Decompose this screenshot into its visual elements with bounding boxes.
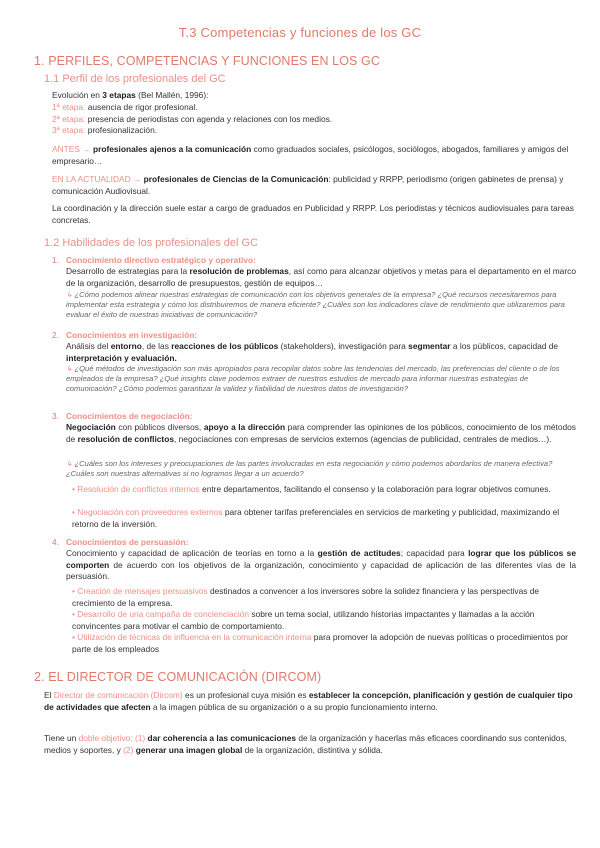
dircom-objectives: Tiene un doble objetivo: (1) dar coherencia a las comunicaciones de la organización y hacerlas más eficaces coordinando sus contenidos, medios y soportes, y (2) generar una imagen global de la organización, distintiva y sólida. <box>44 733 567 755</box>
evolution-intro: Evolución en 3 etapas (Bel Mallén, 1996): <box>52 90 209 100</box>
item-1-questions: ↳ ¿Cómo podemos alinear nuestras estrategias de comunicación con los objetivos generales de la empresa? ¿Qué recursos necesitaremos para implementar esta estrategia y cómo los distribuiremos de manera eficiente? ¿Cuáles son los indicadores clave de rendimiento que utilizaremos para evaluar el éxito de nuestras iniciativas de comunicación? <box>66 290 565 320</box>
dircom-definition: El Director de comunicación (Dircom) es un profesional cuya misión es establecer la concepción, planificación y gestión de cualquier tipo de actividades que afecten a la imagen pública de su organización o a su propio funcionamiento interno. <box>44 690 573 712</box>
item-3-number: 3. <box>52 411 59 421</box>
item-3-bullet-2: • Negociación con proveedores externos para obtener tarifas preferenciales en servicios de marketing y publicidad, maximizando el retorno de la inversión. <box>72 507 560 529</box>
item-1-title: Conocimiento directivo estratégico y operativo: <box>66 255 256 265</box>
stage-2: 2ª etapa: presencia de periodistas con agenda y relaciones con los medios. <box>52 114 333 124</box>
item-3-questions: ↳ ¿Cuáles son los intereses y preocupaciones de las partes involucradas en esta negociación y cómo podemos abordarlos de manera efectiva? ¿Cuáles son nuestras alternativas si no logramos llegar a un acuerdo? <box>66 459 553 479</box>
section-1-1-heading: 1.1 Perfil de los profesionales del GC <box>44 73 226 85</box>
item-1-text: Desarrollo de estrategias para la resolución de problemas, así como para alcanzar objetivos y metas para el departamento en el marco de la organización, desarrollo de presupuestos, gestión de equipos… <box>66 266 576 288</box>
item-3-title: Conocimientos de negociación: <box>66 411 193 421</box>
page-title: T.3 Competencias y funciones de los GC <box>178 25 422 40</box>
item-4-bullet-1: • Creación de mensajes persuasivos destinados a convencer a los inversores sobre la solidez financiera y las perspectivas de crecimiento de la empresa. <box>72 586 540 608</box>
section-2-heading: 2. EL DIRECTOR DE COMUNICACIÓN (DIRCOM) <box>34 670 322 684</box>
item-3-bullet-1: • Resolución de conflictos internos entre departamentos, facilitando el consenso y la colaboración para lograr objetivos comunes. <box>72 484 551 494</box>
section-1-2-heading: 1.2 Habilidades de los profesionales del GC <box>44 237 259 249</box>
item-4-text: Conocimiento y capacidad de aplicación de teorías en torno a la gestión de actitudes; capacidad para lograr que los públicos se comporten de acuerdo con los objetivos de la organización, conocimiento y capacidad de aplicación de las diferentes vías de la persuasión. <box>66 548 576 582</box>
stage-1: 1ª etapa: ausencia de rigor profesional. <box>52 102 198 112</box>
item-2-text: Análisis del entorno, de las reacciones de los públicos (stakeholders), investigación para segmentar a los públicos, capacidad de interpretación y evaluación. <box>66 341 559 363</box>
item-4-bullet-3: • Utilización de técnicas de influencia en la comunicación interna para promover la adopción de nuevas políticas o procedimientos por parte de los empleados <box>72 632 568 654</box>
actual-paragraph: EN LA ACTUALIDAD → profesionales de Ciencias de la Comunicación: publicidad y RRPP, periodismo (origen gabinetes de prensa) y comunicación Audiovisual. <box>52 174 564 196</box>
item-2-questions: ↳ ¿Qué métodos de investigación son más apropiados para recopilar datos sobre las tendencias del mercado, las preferencias del cliente o de los empleados de la empresa? ¿Qué insights clave podemos extraer de nuestros estudios de mercado para informar nuestras estrategias de comunicación? ¿Cómo podemos garantizar la validez y fiabilidad de nuestros datos de investigación? <box>66 364 560 394</box>
section-1-heading: 1. PERFILES, COMPETENCIAS Y FUNCIONES EN LOS GC <box>34 54 380 68</box>
stage-3: 3ª etapa: profesionalización. <box>52 125 158 135</box>
item-4-title: Conocimientos de persuasión: <box>66 537 189 547</box>
coordination-paragraph: La coordinación y la dirección suele estar a cargo de graduados en Publicidad y RRPP. Los periodistas y técnicos audiovisuales para tareas concretas. <box>52 203 574 225</box>
item-2-title: Conocimientos en investigación: <box>66 330 198 340</box>
antes-paragraph: ANTES → profesionales ajenos a la comunicación como graduados sociales, psicólogos, sociólogos, abogados, familiares y amigos del empresario… <box>52 144 569 166</box>
item-4-bullet-2: • Desarrollo de una campaña de concienciación sobre un tema social, utilizando historias impactantes y llamadas a la acción convincentes para motivar el cambio de comportamiento. <box>72 609 535 631</box>
item-2-number: 2. <box>52 330 59 340</box>
item-3-text: Negociación con públicos diversos, apoyo a la dirección para comprender las opiniones de los públicos, conocimiento de los métodos de resolución de conflictos, negociaciones con empresas de servicios externos (agencias de publicidad, centrales de medios…). <box>66 422 576 444</box>
item-4-number: 4. <box>52 537 59 547</box>
item-1-number: 1. <box>52 255 59 265</box>
